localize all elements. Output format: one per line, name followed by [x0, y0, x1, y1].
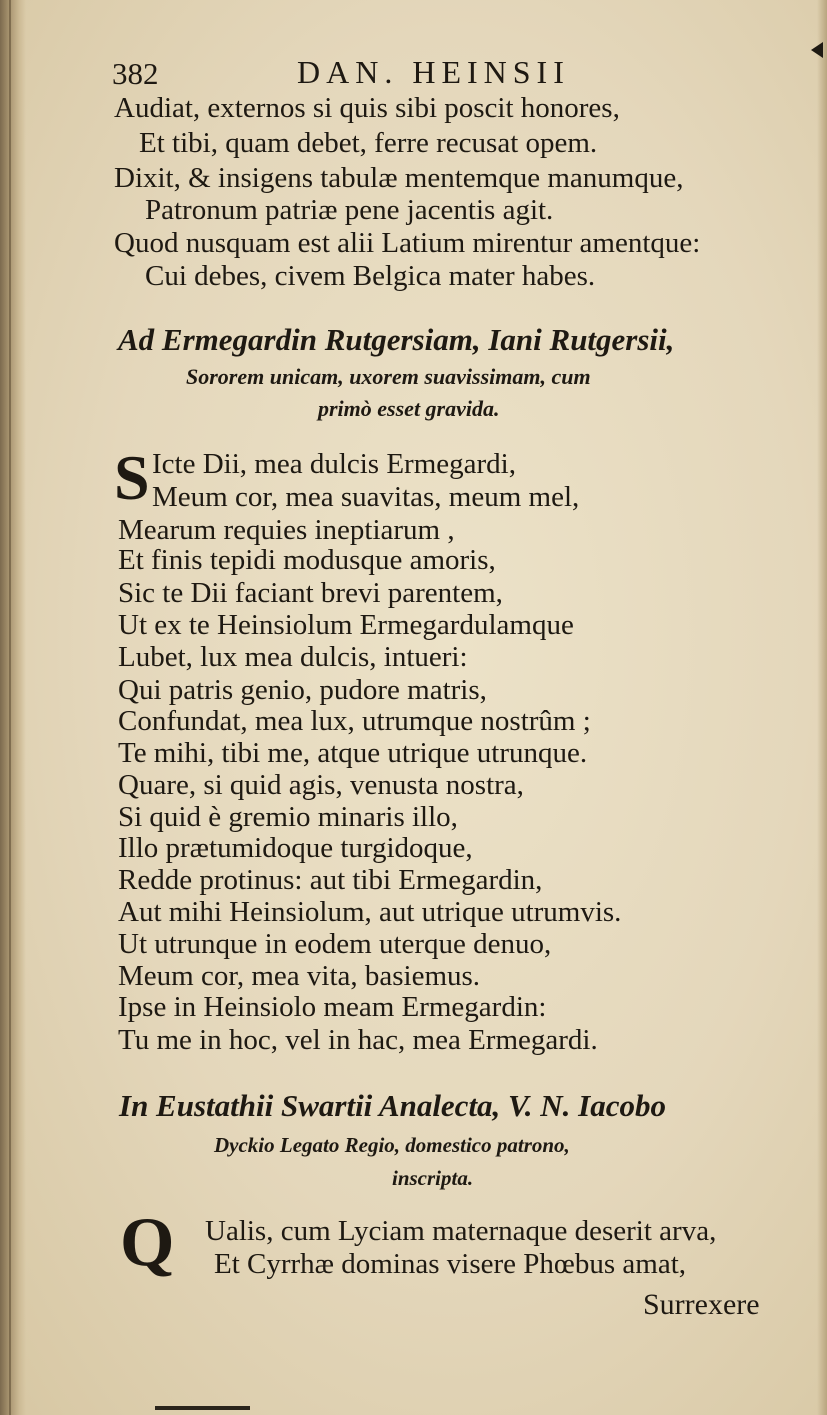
- page-number: 382: [112, 56, 159, 91]
- verse-line: Tu me in hoc, vel in hac, mea Ermegardi.: [118, 1024, 598, 1056]
- binding-edge: [9, 0, 11, 1415]
- verse-line: Ut ex te Heinsiolum Ermegardulamque: [118, 609, 574, 641]
- verse-line: Et finis tepidi modusque amoris,: [118, 544, 496, 576]
- page-bottom-rule: [155, 1406, 250, 1410]
- poem-heading: In Eustathii Swartii Analecta, V. N. Iacobo: [119, 1088, 666, 1123]
- verse-line: Ipse in Heinsiolo meam Ermegardin:: [118, 991, 547, 1023]
- verse-line: Sic te Dii faciant brevi parentem,: [118, 577, 503, 609]
- arrow-marker-icon: [811, 42, 823, 58]
- page-right-edge: [817, 0, 827, 1415]
- verse-line: Illo prætumidoque turgidoque,: [118, 832, 473, 864]
- verse-line: Meum cor, mea suavitas, meum mel,: [152, 481, 580, 513]
- drop-capital: S: [114, 442, 150, 513]
- verse-line: Ualis, cum Lyciam maternaque deserit arva,: [205, 1215, 717, 1247]
- verse-line: Icte Dii, mea dulcis Ermegardi,: [152, 448, 516, 480]
- catchword: Surrexere: [643, 1288, 760, 1321]
- verse-line: Quare, si quid agis, venusta nostra,: [118, 769, 524, 801]
- verse-line: Qui patris genio, pudore matris,: [118, 674, 487, 706]
- drop-capital: Q: [120, 1204, 175, 1281]
- poem-subheading: Sororem unicam, uxorem suavissimam, cum: [186, 364, 591, 389]
- verse-line: Confundat, mea lux, utrumque nostrûm ;: [118, 705, 591, 737]
- poem-subheading: Dyckio Legato Regio, domestico patrono,: [214, 1133, 570, 1157]
- verse-line: Et Cyrrhæ dominas visere Phœbus amat,: [214, 1248, 687, 1280]
- verse-line: Quod nusquam est alii Latium mirentur amentque:: [114, 227, 701, 259]
- page-gutter-shadow: [0, 0, 26, 1415]
- verse-line: Patronum patriæ pene jacentis agit.: [145, 194, 554, 226]
- verse-line: Redde protinus: aut tibi Ermegardin,: [118, 864, 543, 896]
- verse-line: Meum cor, mea vita, basiemus.: [118, 960, 481, 992]
- verse-line: Aut mihi Heinsiolum, aut utrique utrumvis.: [118, 896, 622, 928]
- verse-line: Si quid è gremio minaris illo,: [118, 801, 458, 833]
- verse-line: Mearum requies ineptiarum ,: [118, 514, 455, 546]
- verse-line: Ut utrunque in eodem uterque denuo,: [118, 928, 552, 960]
- verse-line: Et tibi, quam debet, ferre recusat opem.: [139, 127, 598, 159]
- verse-line: Audiat, externos si quis sibi poscit honores,: [114, 92, 620, 124]
- poem-subheading: primò esset gravida.: [318, 396, 500, 421]
- running-title: DAN. HEINSII: [297, 54, 570, 90]
- poem-subheading: inscripta.: [392, 1166, 474, 1190]
- verse-line: Lubet, lux mea dulcis, intueri:: [118, 641, 468, 673]
- poem-heading: Ad Ermegardin Rutgersiam, Iani Rutgersii,: [118, 322, 675, 357]
- verse-line: Cui debes, civem Belgica mater habes.: [145, 260, 596, 292]
- verse-line: Dixit, & insigens tabulæ mentemque manumque,: [114, 162, 684, 194]
- verse-line: Te mihi, tibi me, atque utrique utrunque.: [118, 737, 588, 769]
